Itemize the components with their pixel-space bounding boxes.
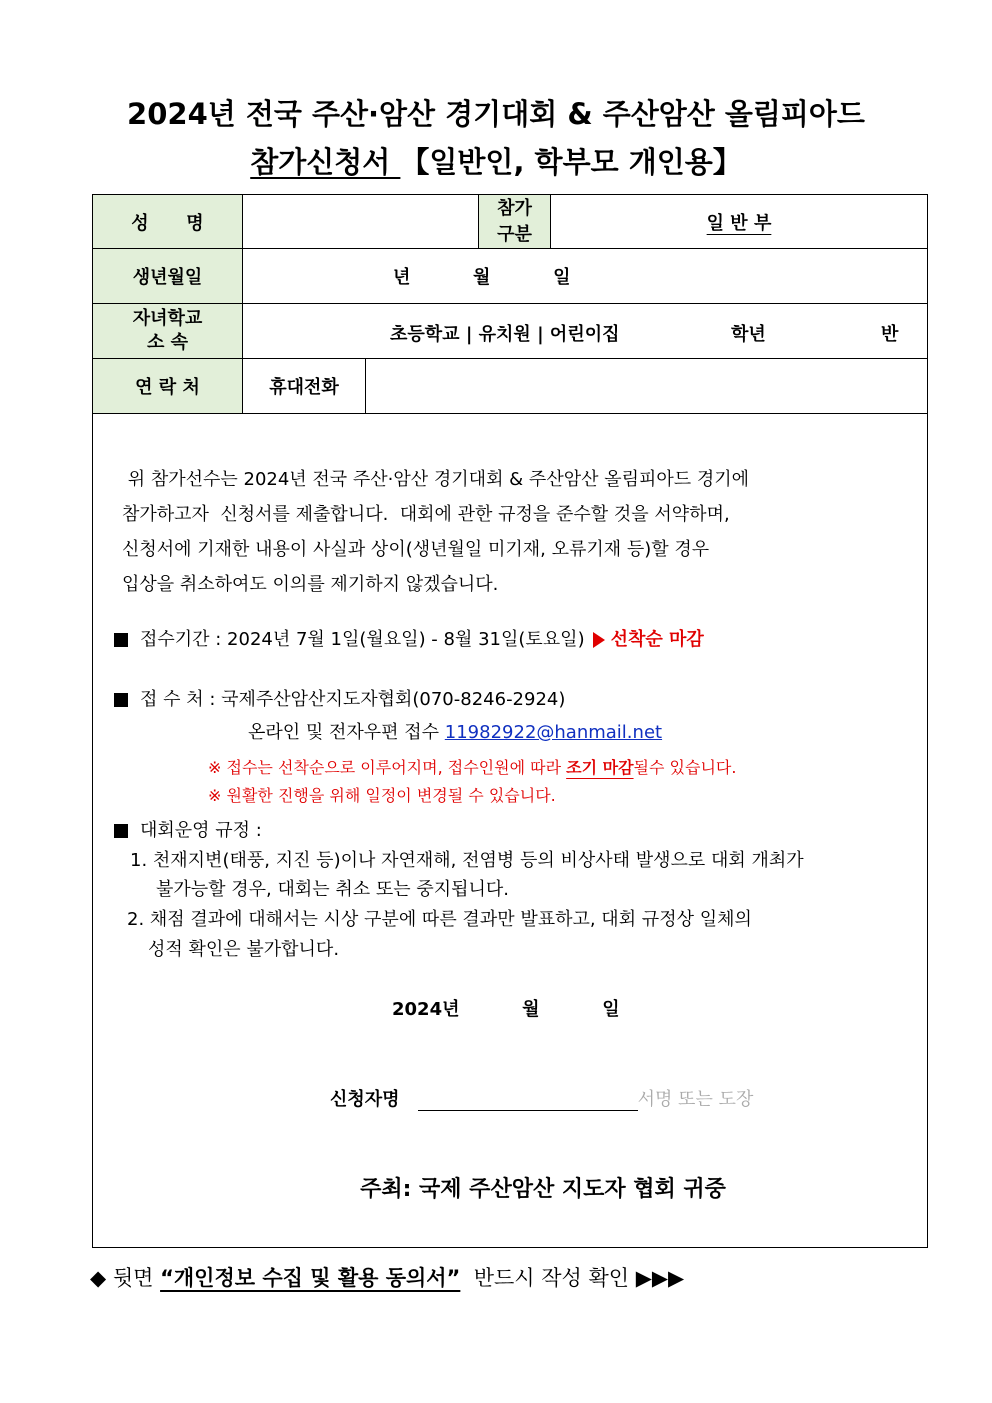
date-line: 2024년 월 일 [392,999,620,1020]
notice-1-end: 될수 있습니다. [633,758,737,777]
email-link[interactable]: 11982922@hanmail.net [444,722,663,743]
square-bullet-icon [114,633,128,647]
notice-1-emphasis: 조기 마감 [566,758,634,777]
footer-post: 반드시 작성 확인 ▶▶▶ [460,1266,685,1290]
name-field[interactable] [243,195,479,249]
footer-pre: ◆ 뒷면 [90,1266,161,1290]
contact-label: 연 락 처 [93,359,243,414]
pledge-text [122,462,749,602]
category-value-text: 일 반 부 [706,212,772,234]
signature-line[interactable] [418,1088,638,1111]
category-value [551,195,928,249]
pledge-line: 참가하고자 신청서를 제출합니다. 대회에 관한 규정을 준수할 것을 서약하며, [122,504,730,525]
footer-note [90,1262,684,1292]
rules-heading [114,816,262,842]
category-label: 참가 구분 [479,195,551,249]
applicant-row [330,1085,753,1111]
class-label: 반 [881,324,899,345]
place-row [114,685,565,711]
birth-field[interactable] [243,249,928,304]
subtitle-rest: 【일반인, 학부모 개인용】 [400,145,742,179]
period-note: 선착순 마감 [610,629,704,650]
period-text: 접수기간 : 2024년 7월 1일(월요일) - 8월 31일(토요일) [140,629,585,650]
period-row [114,625,704,651]
rule-1a: 1. 천재지변(태풍, 지진 등)이나 자연재해, 전염병 등의 비상사태 발생으로 대회 개최가 [130,850,804,871]
form-title: 2024년 전국 주산·암산 경기대회 & 주산암산 올림피아드 [127,97,865,131]
phone-label: 휴대전화 [243,359,366,414]
rule-1b: 불가능할 경우, 대회는 취소 또는 중지됩니다. [156,879,510,900]
rule-2b: 성적 확인은 불가합니다. [148,939,340,960]
subtitle-underlined: 참가신청서 [250,145,401,179]
pledge-line: 위 참가선수는 2024년 전국 주산·암산 경기대회 & 주산암산 올림피아드 경기에 [122,469,750,490]
footer-doc-title: “개인정보 수집 및 활용 동의서” [160,1266,461,1290]
signature-hint: 서명 또는 도장 [637,1089,754,1110]
applicant-label: 신청자명 [330,1089,400,1110]
form-subtitle [0,140,992,181]
pledge-line: 입상을 취소하여도 이의를 제기하지 않겠습니다. [122,574,499,595]
school-label: 자녀학교 소 속 [93,304,243,359]
pledge-line: 신청서에 기재한 내용이 사실과 상이(생년월일 미기재, 오류기재 등)할 경우 [122,539,710,560]
host-line: 주최: 국제 주산암산 지도자 협회 귀중 [360,1177,726,1202]
online-text: 온라인 및 전자우편 접수 [248,722,445,743]
school-field[interactable] [243,304,928,359]
name-label: 성 명 [93,195,243,249]
birth-value: 년 월 일 [393,267,571,288]
rules-label: 대회운영 규정 : [140,820,262,841]
notice-2: ※ 원활한 진행을 위해 일정이 변경될 수 있습니다. [208,786,556,805]
grade-label: 학년 [731,324,766,345]
square-bullet-icon [114,693,128,707]
phone-field[interactable] [366,359,928,414]
online-row [248,718,662,744]
place-text: 접 수 처 : 국제주산암산지도자협회(070-8246-2924) [140,689,566,710]
notice-1 [208,755,736,778]
red-arrow-icon [593,632,605,648]
square-bullet-icon [114,824,128,838]
notice-1-text: ※ 접수는 선착순으로 이루어지며, 접수인원에 따라 [208,758,567,777]
school-options: 초등학교 | 유치원 | 어린이집 [390,324,620,345]
application-table [92,194,928,414]
birth-label: 생년월일 [93,249,243,304]
rule-2a: 2. 채점 결과에 대해서는 시상 구분에 따른 결과만 발표하고, 대회 규정상 일체의 [127,909,752,930]
